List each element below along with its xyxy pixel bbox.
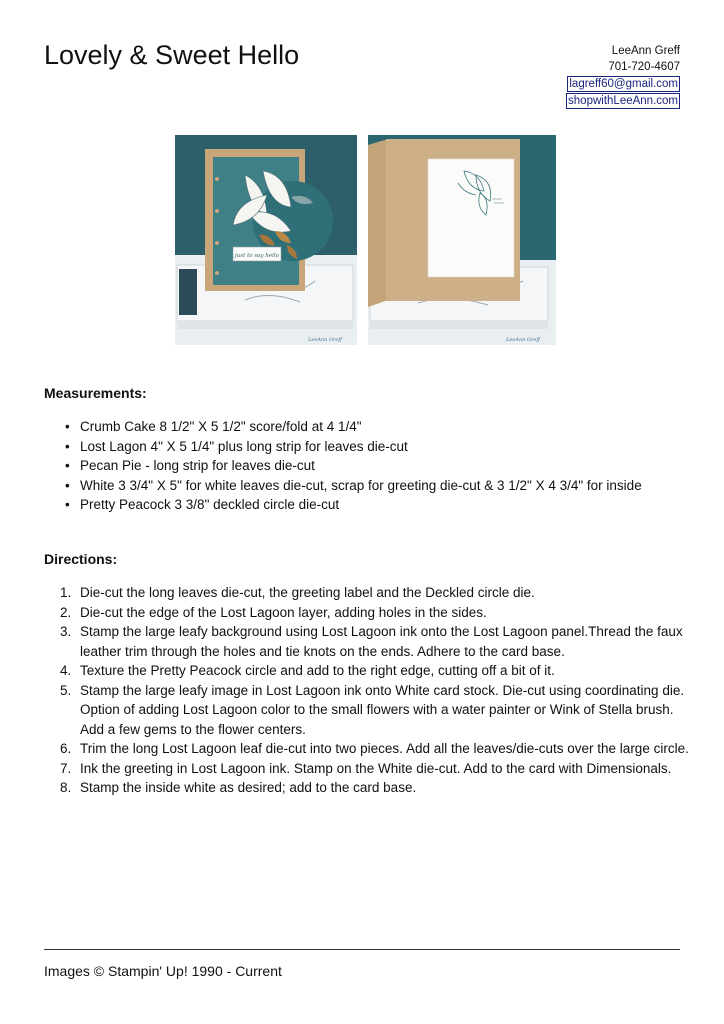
list-item <box>60 603 690 623</box>
contact-phone: 701-720-4607 <box>608 61 680 73</box>
list-item <box>60 583 690 603</box>
page-title: Lovely & Sweet Hello <box>44 40 300 70</box>
list-item <box>60 739 690 759</box>
card-front-photo <box>175 135 357 365</box>
list-item: • Pecan Pie - long strip for leaves die-cut <box>60 456 680 476</box>
step-text: Stamp the inside white as desired; add to the card base. <box>80 780 417 795</box>
list-item <box>60 622 690 661</box>
measurements-heading: Measurements: <box>44 385 147 401</box>
list-item <box>60 681 690 740</box>
list-item: • Crumb Cake 8 1/2" X 5 1/2" score/fold at 4 1/4" <box>60 417 680 437</box>
footer-divider <box>44 949 680 950</box>
list-item: • White 3 3/4" X 5" for white leaves die-cut, scrap for greeting die-cut & 3 1/2" X 4 3/4" for inside <box>60 476 680 496</box>
measurements-list <box>60 417 680 515</box>
front-photo-signature: LeeAnn Greff <box>308 337 342 343</box>
inside-photo-signature: LeeAnn Greff <box>506 337 540 343</box>
list-item: • Pretty Peacock 3 3/8" deckled circle die-cut <box>60 495 680 515</box>
list-item: • Lost Lagon 4" X 5 1/4" plus long strip for leaves die-cut <box>60 437 680 457</box>
step-text: Texture the Pretty Peacock circle and add to the right edge, cutting off a bit of it. <box>80 663 555 678</box>
card-sentiment: just to say hello <box>235 253 279 259</box>
step-number: 2. <box>60 604 72 620</box>
step-number: 5. <box>60 682 72 698</box>
directions-list <box>60 583 690 798</box>
step-text: Die-cut the edge of the Lost Lagoon layer, adding holes in the sides. <box>80 604 487 620</box>
list-item <box>60 778 690 798</box>
card-inside-illustration <box>368 135 556 365</box>
directions-heading: Directions: <box>44 551 118 567</box>
contact-name: LeeAnn Greff <box>611 45 680 57</box>
step-text: Trim the long Lost Lagoon leaf die-cut into two pieces. Add all the leaves/die-cuts over the large circle. <box>80 741 689 756</box>
contact-website-link[interactable]: shopwithLeeAnn.com <box>568 95 678 107</box>
step-number: 1. <box>60 585 72 600</box>
step-number: 7. <box>60 760 72 776</box>
list-item <box>60 661 690 681</box>
step-text: Stamp the large leafy image in Lost Lagoon ink onto White card stock. Die-cut using coordinating die. Option of adding Lost Lagoon color to the small flowers with a water painter or Wink of Stella brush. Add a few gems to the flower centers. <box>80 682 685 737</box>
step-number: 4. <box>60 663 72 678</box>
list-item <box>60 759 690 779</box>
card-front-illustration <box>175 135 357 365</box>
step-number: 8. <box>60 780 72 795</box>
step-number: 3. <box>60 624 72 639</box>
step-text: Stamp the large leafy background using Lost Lagoon ink onto the Lost Lagoon panel.Thread the faux leather trim through the holes and tie knots on the ends. Adhere to the card base. <box>80 624 683 659</box>
step-text: Ink the greeting in Lost Lagoon ink. Stamp on the White die-cut. Add to the card with Dimensionals. <box>80 760 672 776</box>
contact-email-link[interactable]: lagreff60@gmail.com <box>569 78 678 90</box>
step-text: Die-cut the long leaves die-cut, the greeting label and the Deckled circle die. <box>80 585 535 600</box>
footer-copyright: Images © Stampin' Up! 1990 - Current <box>44 963 282 979</box>
contact-block <box>566 43 680 109</box>
card-inside-photo <box>368 135 556 365</box>
step-number: 6. <box>60 741 72 756</box>
